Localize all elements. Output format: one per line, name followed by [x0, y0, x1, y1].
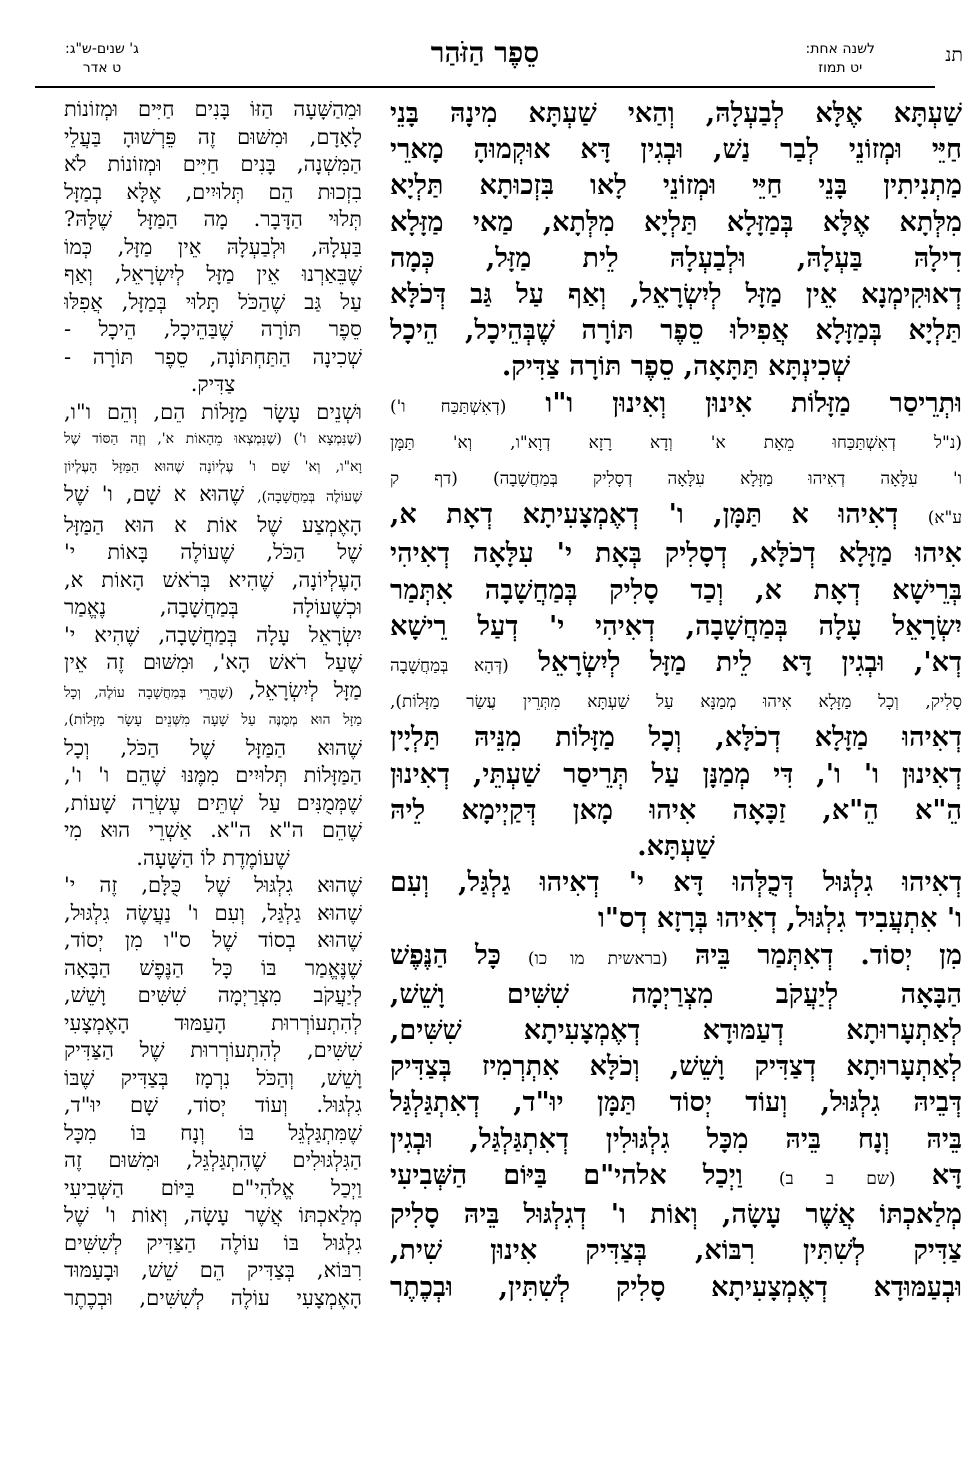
text-line: אִיהוּ מַזָּלָא דְכֹלָּא, דְסָלִיק בְּאָת י' עִלָּאָה דְאִיהִי — [390, 538, 962, 570]
text-line: וַיְכַל אֱלֹהִי"ם בַּיּוֹם הַשְּׁבִיעִי — [64, 1175, 362, 1200]
text-line: ו' אִתְעֲבִיד גִלְגּוּל, דְאִיהוּ בְּרָזָא דְס"ו — [597, 903, 962, 935]
text-span: ו' עִלָּאָה דְאִיהוּ מַזָּלָא עִלָּאָה דְסָלִיק בְּמַחֲשָׁבָה) — [492, 469, 962, 490]
text-line: לְהִתְעוֹרְרוּת הָעַמּוּד הָאֶמְצָעִי — [64, 1010, 362, 1035]
text-line: מִלְּתָא אֶלָּא בְּמַזָּלָא תַּלְיָא מִלְּתָא, מַאי מַזָּלָא — [390, 206, 962, 238]
text-line: דְּבֵיהּ גִלְגּוּל, וְעוֹד יְסוֹד תַּמָּן יוּ"ד, דְאִתְגַּלְגַּל — [390, 1087, 962, 1119]
text-line: בִזְכוּת הֵם תְּלוּיִים, אֶלָּא בְמַזָּל — [64, 179, 362, 204]
text-line: בְּרֵישָׁא דְאָת א, וְכַד סָלִיק בְּמַחֲשָׁבָה אִתְּמַר — [390, 574, 962, 606]
verse-reference: (שם ב ב) — [778, 1168, 896, 1189]
text-line: לְאַתְעָרוּתָא דְעַמּוּדָא דְאֶמְצָעִיתָא שִׁשִּׁים, — [390, 1015, 962, 1047]
text-line: הַמִּשְׁנָה, בָּנִים חַיִּים וּמְזוֹנוֹת לֹא — [64, 152, 362, 176]
text-line: הֵ"א הֵ"א, זַכָּאָה אִיהוּ מָאן דְּקַיְימָא לֵיהּ — [390, 794, 962, 826]
text-line: שֶׁהוּא גִלְגּוּל שֶׁל כֻּלָּם, זֶה י' — [64, 873, 362, 897]
text-line: הַגִּלְגּוּלִים שֶׁהִתְגַּלְגֵּל, וּמִשּׁוּם זֶה — [64, 1148, 362, 1172]
text-line — [390, 386, 962, 425]
text-line — [64, 481, 362, 512]
text-line: מְלַאכְתּוֹ אֲשֶׁר עָשָׂה, וְאוֹת ו' דְגִלְגּוּל בֵּיהּ סָלִיק — [390, 1199, 962, 1231]
text-line: צַדִּיק. — [190, 372, 236, 396]
page-title: סֵפֶר הַזֹּהַר — [430, 36, 540, 69]
text-line: שֶׁעַל רֹאשׁ הָא', וּמִשּׁוּם זֶה אֵין — [64, 650, 362, 674]
folio-reference: ע"א) — [927, 508, 962, 529]
text-line: חַיֵּי וּמְזוֹנֵי לְבַר נַשׁ, וּבְגִין דָּא אוּקְמוּהָ מָארֵי — [390, 134, 962, 166]
text-span: דָּא — [931, 1159, 962, 1191]
text-line: גִלְגּוּל. וְעוֹד יְסוֹד, שָׁם יוּ"ד, — [64, 1093, 362, 1117]
text-line — [64, 677, 362, 708]
text-line: שֶׁמְּמֻנִּים עַל שְׁתֵּים עֶשְׂרֵה שָׁעוֹת, — [64, 790, 362, 815]
text-line: בֵּיהּ וְנָח בֵּיהּ מִכָּל גִלְגּוּלִין דְאִתְגַּלְגַּל, וּבְגִין — [390, 1123, 962, 1155]
main-text-column — [390, 96, 962, 1306]
text-line: וּשְׁנֵים עָשָׂר מַזָּלוֹת הֵם, וְהֵם ו"ו, — [64, 399, 362, 424]
text-line: שֶׁעוֹמֶדֶת לוֹ הַשָּׁעָה. — [136, 845, 290, 870]
page-header — [35, 36, 963, 88]
text-line: דְאִיהוּ מַזָּלָא דְכֹלָּא, וְכָל מַזָּלוֹת מִנֵּיהּ תַּלְיָין — [390, 722, 962, 754]
text-line: שִׁשִּׁים, לְהִתְעוֹרְרוּת שֶׁל הַצַּדִּיק — [64, 1038, 362, 1062]
schedule-date: יט תמוז — [818, 60, 863, 76]
editorial-note: (נ"ל דְאִשְׁתַּכַּחוּ מֵאָת א' וְדָא רָזָא דְוָא"ו, וְא' תַּמָּן — [390, 432, 962, 453]
text-line: וּכְשֶׁעוֹלָה בְּמַחֲשָׁבָה, נֶאֱמַר — [64, 595, 362, 619]
editorial-note: מַזָּל הוּא מְמֻנֶּה עַל שָׁעָה מִשְּׁנֵים עָשָׂר מַזָּלוֹת), — [64, 712, 362, 728]
text-line: וּבְעַמּוּדָא דְאֶמְצָעִיתָא סָלִיק לְשִׁתִּין, וּבְכֶתֶר — [390, 1271, 962, 1303]
text-line: הָאֶמְצַע שֶׁל אוֹת א הוּא הַמַּזָּל — [64, 512, 362, 537]
text-line: שֶׁהוּא הַמַּזָּל שֶׁל הַכֹּל, וְכָל — [64, 735, 362, 760]
text-span: דְאִיהוּ א תַּמָּן, ו' דְאֶמְצָעִיתָא דְאָת א, — [390, 499, 899, 531]
schedule-label: ג' שנים-ש"ג: — [65, 41, 139, 57]
text-line: עַל גַּב שֶׁהַכֹּל תָּלוּי בְּמַזָּל, אֲפִלּוּ — [64, 289, 362, 314]
text-line: יִשְׂרָאֵל עָלָה בְּמַחֲשָׁבָה, דְאִיהִי י' דְעַל רֵישָׁא — [390, 610, 962, 642]
editorial-note: שֶׁעוֹלֶה בְּמַחֲשָׁבָה), — [257, 489, 362, 505]
text-line: שֶׁהוּא גַלְגַּל, וְעִם ו' נַעֲשֶׂה גִלְגּוּל, — [64, 900, 362, 925]
study-schedule-three-years — [65, 40, 139, 78]
text-line: שֶׁמִּתְגַּלְגֵּל בּוֹ וְנָח בּוֹ מִכָּל — [64, 1120, 362, 1145]
text-span: שֶׁהוּא א שָׁם, ו' שֶׁל — [64, 482, 245, 506]
text-line: דְאוּקִימְנָא אֵין מַזָּל לְיִשְׂרָאֵל, וְאַף עַל גַּב דְּכֹלָּא — [390, 279, 962, 311]
text-span: וּתְרֵיסַר מַזָּלוֹת אִינוּן וְאִינוּן ו"ו — [545, 387, 962, 419]
text-line: לְיַעֲקֹב מִצְרַיְמָה שִׁשִּׁים וָשֵׁשׁ, — [64, 983, 362, 1007]
editorial-note: וָא"ו, וְא' שָׁם ו' עֶלְיוֹנָה שֶׁהוּא הַמַּזָּל הָעֶלְיוֹן — [64, 458, 362, 475]
editorial-note: סָלִיק, וְכָל מַזָּלָא אִיהוּ מְמַנָּא עַל שַׁעְתָּא מִתְּרֵין עֲשַׂר מַזָּלוֹת), — [390, 692, 962, 713]
editorial-note — [390, 461, 962, 497]
text-line: שְׁכִינְתָּא תַּתָּאָה, סֵפֶר תּוֹרָה צַדִּיק. — [501, 351, 851, 383]
folio-reference: (דף ק — [390, 469, 458, 490]
text-line: דְאִינוּן ו' ו', דִּי מְמַנָּן עַל תְּרֵיסַר שַׁעְתֵּי, דְאִינוּן — [390, 758, 962, 790]
text-line: שֶׁבֵּאַרְנוּ אֵין מַזָּל לְיִשְׂרָאֵל, וְאַף — [64, 262, 362, 286]
text-line: שֶׁנֶּאֱמַר בּוֹ כָּל הַנֶּפֶשׁ הַבָּאָה — [64, 955, 362, 980]
text-line — [390, 645, 962, 684]
text-line — [390, 1158, 962, 1197]
text-line: הָאֶמְצָעִי עוֹלֶה לְשִׁשִּׁים, וּבְכֶתֶר — [64, 1285, 362, 1310]
text-span: מִן יְסוֹד. דְאִתְּמַר בֵּיהּ — [694, 939, 962, 971]
text-span: כָּל הַנֶּפֶשׁ — [390, 939, 501, 971]
text-span: דְא', וּבְגִין דָּא לֵית מַזָּל לְיִשְׂרָאֵל — [538, 647, 962, 679]
text-line: בַּעְלָהּ, וּלְבַעְלָהּ אֵין מַזָּל, כְּמוֹ — [64, 234, 362, 259]
text-line — [390, 497, 962, 536]
text-line: שְׁכִינָה הַתַּחְתּוֹנָה, סֵפֶר תּוֹרָה - — [64, 344, 362, 369]
text-line: מַתְנִיתִין בָּנֵי חַיֵּי וּמְזוֹנֵי לָאו בִּזְכוּתָא תַּלְיָא — [390, 170, 962, 202]
text-line: הַבָּאָה לְיַעֲקֹב מִצְרַיְמָה שִׁשִּׁים וָשֵׁשׁ, — [390, 978, 962, 1010]
text-line: דִילָהּ בַּעְלָהּ, וּלְבַעְלָהּ לֵית מַזָּל, כְּמָה — [390, 242, 962, 274]
text-line: תַּלְיָא בְּמַזָּלָא אֲפִילוּ סֵפֶר תּוֹרָה שֶׁבְּהֵיכָל, הֵיכָל — [390, 315, 962, 347]
text-span: מַזָּל לְיִשְׂרָאֵל, — [248, 677, 362, 702]
text-line: צַדִּיק לְשִׁתִּין רִבּוֹא, בְּצַדִּיק אִינוּן שִׁית, — [390, 1235, 962, 1267]
text-line: שַׁעְתָּא אֶלָּא לְבַעְלָהּ, וְהַאי שַׁעְתָּא מִינָהּ בָּנֵי — [390, 98, 962, 129]
text-line: שַׁעְתָּא. — [637, 831, 715, 863]
text-line: וָשֵׁשׁ, וְהַכֹּל נִרְמָז בְּצַדִּיק שֶׁבּוֹ — [64, 1065, 362, 1090]
text-line: לְאַתְעָרוּתָא דְצַדִּיק וָשֵׁשׁ, וְכֹלָּא אִתְרְמִיז בְּצַדִּיק — [390, 1051, 962, 1083]
verse-reference: (בראשית מו כו) — [527, 948, 668, 969]
text-line: וּמֵהַשָּׁעָה הַזּוֹ בָּנִים חַיִּים וּמְזוֹנוֹת — [64, 97, 362, 121]
text-line: תְּלוּי הַדָּבָר. מָה הַמַּזָּל שֶׁלָּהּ? — [64, 207, 362, 231]
text-line: דְאִיהוּ גִלְגּוּל דְּכֻלְּהוּ דָּא י' דְאִיהוּ גַלְגַּל, וְעִם — [390, 867, 962, 899]
page-number: תנ — [945, 44, 963, 66]
editorial-note: (שֶׁנִּמְצָא ו') (שֶׁנִּמְצְאוּ מֵהָאוֹת א', וְזֶה הַסּוֹד שֶׁל — [64, 431, 362, 447]
text-line: יִשְׂרָאֵל עָלָה בְּמַחֲשָׁבָה, שֶׁהִיא י' — [64, 622, 362, 647]
text-line: שֶׁהוּא בְסוֹד שֶׁל ס"ו מִן יְסוֹד, — [64, 928, 362, 952]
text-line: הָעֶלְיוֹנָה, שֶׁהִיא בְּרֹאשׁ הָאוֹת א, — [64, 567, 362, 592]
schedule-date: ט אדר — [82, 60, 122, 76]
editorial-note: (שֶׁהֲרֵי בְּמַחֲשָׁבָה עוֹלֶה, וְכָל — [64, 684, 234, 701]
editorial-note: (דְּהָא בְּמַחֲשָׁבָה — [390, 656, 509, 677]
text-line — [390, 938, 962, 977]
text-line: לָאָדָם, וּמִשּׁוּם זֶה פֵּרְשׁוּהָ בַּעֲלֵי — [64, 124, 362, 149]
text-span: וַיְכַל אלהי"ם בַּיּוֹם הַשְּׁבִיעִי — [390, 1159, 743, 1191]
text-line: שֶׁהֵם ה"א ה"א. אַשְׁרֵי הוּא מִי — [64, 818, 362, 842]
editorial-note: (דְאִשְׁתַּכַּח ו') — [390, 396, 507, 417]
text-line: שֶׁל הַכֹּל, שֶׁעוֹלֶה בָּאוֹת י' — [64, 540, 362, 564]
translation-column — [64, 96, 362, 1312]
text-line: מְלַאכְתּוֹ אֲשֶׁר עָשָׂה, וְאוֹת ו' שֶׁל — [64, 1203, 362, 1227]
text-line: סֵפֶר תּוֹרָה שֶׁבַּהֵיכָל, הֵיכָל - — [64, 317, 362, 341]
text-line: הַמַּזָּלוֹת תְּלוּיִים מִמֶּנּוּ שֶׁהֵם ו' ו', — [64, 763, 362, 787]
text-line: רִבּוֹא, בְּצַדִּיק הֵם שֵׁשׁ, וּבָעַמּוּד — [64, 1258, 362, 1282]
text-line: גִלְגּוּל בּוֹ עוֹלֶה הַצַּדִּיק לְשִׁשִּׁים — [64, 1230, 362, 1255]
schedule-label: לשנה אחת: — [805, 41, 875, 57]
